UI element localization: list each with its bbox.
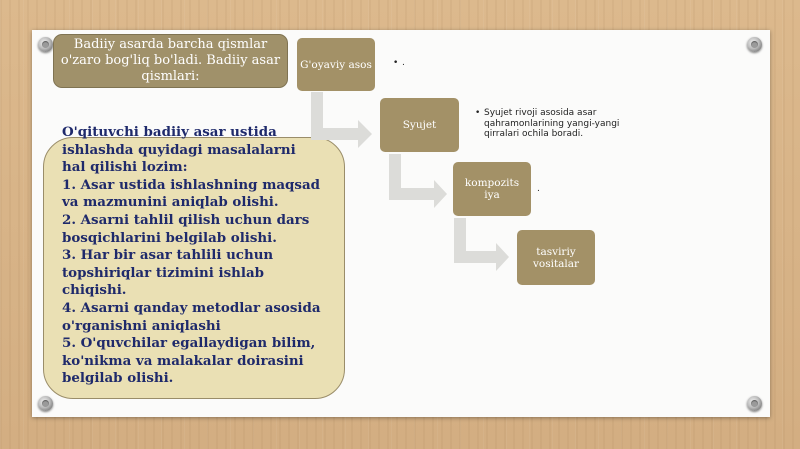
node-label: Syujet [402,119,437,131]
panel-line: ko'nikma va malakalar doirasini [62,352,304,369]
node-kompozitsiya [453,162,531,216]
bullet-text: Syujet rivoji asosida asar qahramonlarining yangi-yangi qirralari ochila boradi. [484,108,620,139]
panel-line: topshiriqlar tizimini ishlab [62,264,265,281]
panel-line: 3. Har bir asar tahlili uchun [62,247,274,264]
node-label: tasviriy vositalar [532,245,580,270]
panel-line: hal qilishi lozim: [62,159,188,176]
node-label: kompozitsiya [464,177,520,201]
panel-line: va mazmunini aniqlab olishi. [62,194,279,211]
bullet-marker: • [393,58,399,68]
node-tasviriy-vositalar [517,230,595,285]
panel-line: chiqishi. [62,282,127,299]
bent-arrow-1 [311,92,372,148]
bullet-text: . [537,184,540,194]
bullet-marker: • [475,108,481,118]
panel-line: ishlashda quyidagi masalalarni [62,141,296,158]
bent-arrow-3 [454,218,509,271]
node-syujet [380,98,459,152]
panel-line: 1. Asar ustida ishlashning maqsad [62,176,320,193]
panel-line: 4. Asarni qanday metodlar asosida [62,299,321,316]
bullet-text: . [402,58,405,68]
panel-line: O'qituvchi badiiy asar ustida [62,124,277,140]
panel-line: bosqichlarini belgilab olishi. [62,229,277,246]
node-goyaviy-asos [297,38,375,91]
title-text: Badiiy asarda barcha qismlar o'zaro bog'liq bo'ladi. Badiiy asar qismlari: [60,37,281,84]
node-label: G'oyaviy asos [300,58,372,71]
panel-line: o'rganishni aniqlashi [62,317,221,334]
panel-line: 5. O'quvchilar egallaydigan bilim, [62,335,316,352]
bent-arrow-2 [389,154,447,208]
panel-line: 2. Asarni tahlil qilish uchun dars [62,211,310,228]
panel-line: belgilab olishi. [62,370,174,387]
